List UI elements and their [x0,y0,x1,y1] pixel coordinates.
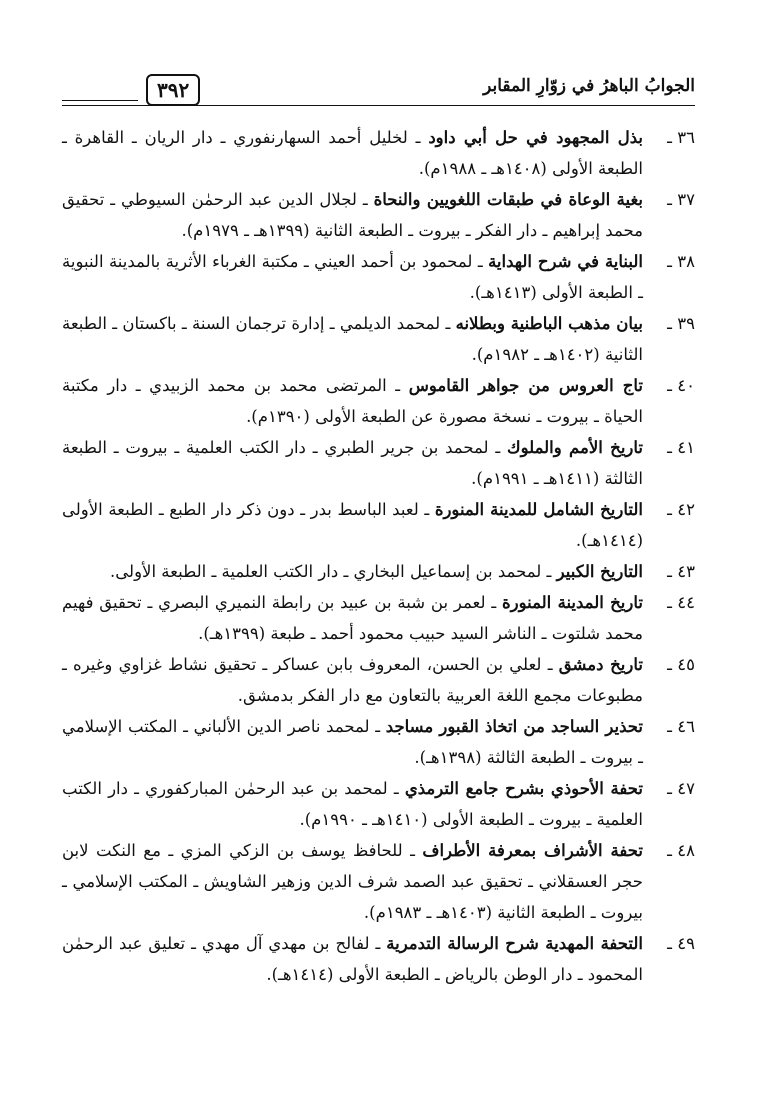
entry-number: ٤٦ ـ [667,717,695,736]
entry-details: ـ لعبد الباسط بدر ـ دون ذكر دار الطبع ـ الطبعة الأولى (١٤١٤هـ). [62,500,643,550]
entry-title: بيان مذهب الباطنية وبطلانه [455,314,643,333]
entry-details: ـ لعلي بن الحسن، المعروف بابن عساكر ـ تحقيق نشاط غزاوي وغيره ـ مطبوعات مجمع اللغة العربية بالتعاون مع دار الفكر بدمشق. [62,655,643,705]
entry-number: ٤٩ ـ [667,934,695,953]
entry-title: تحفة الأشراف بمعرفة الأطراف [422,841,643,860]
entry-title: التاريخ الشامل للمدينة المنورة [434,500,643,519]
entry-details: ـ المرتضى محمد بن محمد الزبيدي ـ دار مكتبة الحياة ـ بيروت ـ نسخة مصورة عن الطبعة الأولى (١٣٩٠م). [62,376,643,426]
entry-title: التحفة المهدية شرح الرسالة التدمرية [386,934,644,953]
entry-details: ـ لمحمود بن أحمد العيني ـ مكتبة الغرباء الأثرية بالمدينة النبوية ـ الطبعة الأولى (١٤١٣هـ). [62,252,643,302]
entry-title: تحذير الساجد من اتخاذ القبور مساجد [385,717,643,736]
running-header [62,72,695,112]
entry-details: ـ لمحمد بن إسماعيل البخاري ـ دار الكتب العلمية ـ الطبعة الأولى. [110,562,557,581]
entry-number: ٤٥ ـ [667,655,695,674]
entry-number: ٤٨ ـ [667,841,695,860]
list-item [62,370,695,432]
entry-details: ـ لمحمد الديلمي ـ إدارة ترجمان السنة ـ باكستان ـ الطبعة الثانية (١٤٠٢هـ ـ ١٩٨٢م). [62,314,643,364]
entry-number: ٣٧ ـ [667,190,695,209]
page-number: ٣٩٢ [146,74,200,106]
header-rule-short [62,100,138,101]
entry-title: التاريخ الكبير [556,562,643,581]
entry-title: بغية الوعاة في طبقات اللغويين والنحاة [373,190,643,209]
header-title: الجوابُ الباهرُ في زوّارِ المقابر [483,76,695,96]
entry-number: ٣٦ ـ [667,128,695,147]
list-item [62,246,695,308]
entry-title: البناية في شرح الهداية [488,252,643,271]
entry-details: ـ لمحمد بن جرير الطبري ـ دار الكتب العلمية ـ بيروت ـ الطبعة الثالثة (١٤١١هـ ـ ١٩٩١م). [62,438,643,488]
list-item [62,184,695,246]
list-item [62,928,695,990]
entry-number: ٣٩ ـ [667,314,695,333]
list-item [62,649,695,711]
entry-title: تحفة الأحوذي بشرح جامع الترمذي [404,779,643,798]
list-item [62,494,695,556]
entry-title: تاريخ المدينة المنورة [502,593,643,612]
entry-title: تاج العروس من جواهر القاموس [408,376,643,395]
entry-title: بذل المجهود في حل أبي داود [428,128,643,147]
list-item [62,711,695,773]
list-item [62,556,695,587]
bibliography-list [62,122,695,990]
list-item [62,432,695,494]
entry-number: ٤٤ ـ [667,593,695,612]
entry-number: ٤٧ ـ [667,779,695,798]
entry-title: تاريخ دمشق [558,655,643,674]
entry-details: ـ للحافظ يوسف بن الزكي المزي ـ مع النكت لابن حجر العسقلاني ـ تحقيق عبد الصمد شرف الدين وزهير الشاويش ـ المكتب الإسلامي ـ بيروت ـ الطبعة الثانية (١٤٠٣هـ ـ ١٩٨٣م). [62,841,643,922]
list-item [62,122,695,184]
entry-details: ـ لعمر بن شبة بن عبيد بن رابطة النميري البصري ـ تحقيق فهيم محمد شلتوت ـ الناشر السيد حبيب محمود أحمد ـ طبعة (١٣٩٩هـ). [62,593,643,643]
entry-details: ـ لفالح بن مهدي آل مهدي ـ تعليق عبد الرحمٰن المحمود ـ دار الوطن بالرياض ـ الطبعة الأولى (١٤١٤هـ). [62,934,643,984]
entry-number: ٣٨ ـ [667,252,695,271]
list-item [62,587,695,649]
entry-number: ٤٠ ـ [667,376,695,395]
entry-details: ـ لمحمد ناصر الدين الألباني ـ المكتب الإسلامي ـ بيروت ـ الطبعة الثالثة (١٣٩٨هـ). [62,717,643,767]
entry-title: تاريخ الأمم والملوك [507,438,644,457]
list-item [62,308,695,370]
list-item [62,835,695,928]
entry-details: ـ لخليل أحمد السهارنفوري ـ دار الريان ـ القاهرة ـ الطبعة الأولى (١٤٠٨هـ ـ ١٩٨٨م). [62,128,643,178]
entry-number: ٤١ ـ [667,438,695,457]
entry-details: ـ لمحمد بن عبد الرحمٰن المباركفوري ـ دار الكتب العلمية ـ بيروت ـ الطبعة الأولى (١٤١٠هـ ـ ١٩٩٠م). [62,779,643,829]
entry-number: ٤٢ ـ [667,500,695,519]
entry-details: ـ لجلال الدين عبد الرحمٰن السيوطي ـ تحقيق محمد إبراهيم ـ دار الفكر ـ بيروت ـ الطبعة الثانية (١٣٩٩هـ ـ ١٩٧٩م). [62,190,643,240]
list-item [62,773,695,835]
entry-number: ٤٣ ـ [667,562,695,581]
